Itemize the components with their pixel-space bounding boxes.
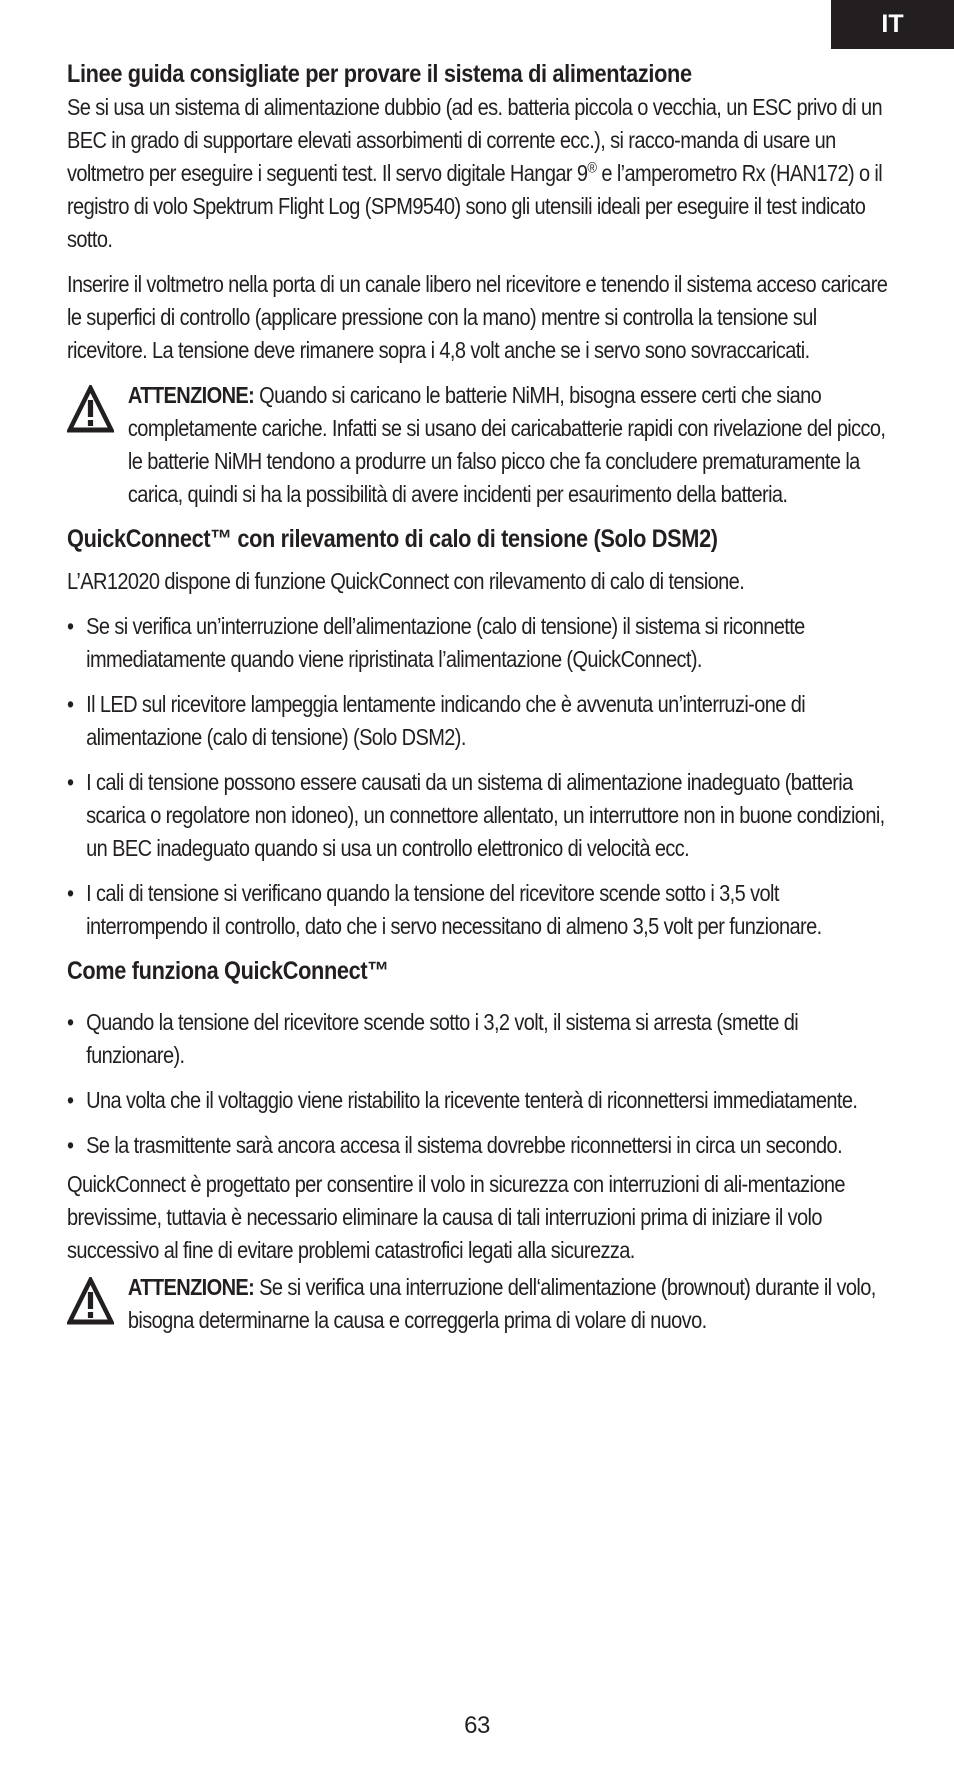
- section-heading-quickconnect-brownout: QuickConnect™ con rilevamento di calo di tensione (Solo DSM2): [67, 525, 718, 553]
- list-item: • Una volta che il voltaggio viene ristabilito la ricevente tenterà di riconnettersi immediatamente.: [67, 1084, 897, 1117]
- registered-mark: ®: [587, 159, 597, 177]
- warning-body: Se si verifica una interruzione dell‘alimentazione (brownout) durante il volo, bisogna determinarne la causa e correggerla prima di volare di nuovo.: [127, 1274, 876, 1333]
- text-span: Se si usa un sistema di alimentazione dubbio (ad es. batteria piccola o vecchia, un ESC privo di un BEC in grado di supportare elevati assorbimenti di corrente ecc.), si racco-manda di usare un voltmetro per eseguire i seguenti test. Il servo digitale Hangar 9: [67, 94, 883, 186]
- language-tab: [831, 0, 954, 49]
- warning-triangle-icon: [67, 379, 128, 442]
- paragraph-quickconnect-intro: L’AR12020 dispone di funzione QuickConnect con rilevamento di calo di tensione.: [67, 568, 745, 594]
- page-number: 63: [464, 1712, 490, 1739]
- warning-label: ATTENZIONE:: [127, 382, 255, 408]
- warning-text-brownout: [128, 1271, 897, 1337]
- section-heading-how-quickconnect-works: Come funziona QuickConnect™: [67, 957, 389, 985]
- list-item: • Se la trasmittente sarà ancora accesa il sistema dovrebbe riconnettersi in circa un secondo.: [67, 1129, 897, 1162]
- paragraph-power-test-intro: [67, 91, 897, 256]
- warning-label: ATTENZIONE:: [127, 1274, 255, 1300]
- list-item: • I cali di tensione si verificano quando la tensione del ricevitore scende sotto i 3,5 volt interrompendo il controllo, dato che i servo necessitano di almeno 3,5 volt per funzionare.: [67, 877, 897, 943]
- warning-block-nimh: [67, 379, 897, 511]
- text-span: e l’amperometro Rx (HAN172) o il registro di volo Spektrum Flight Log (SPM9540) sono gli utensili ideali per eseguire il test indicato sotto.: [67, 160, 883, 252]
- list-item: • I cali di tensione possono essere causati da un sistema di alimentazione inadeguato (batteria scarica o regolatore non idoneo), un connettore allentato, un interruttore non in buone condizioni, un BEC inadeguato quando si usa un controllo elettronico di velocità ecc.: [67, 766, 897, 865]
- warning-block-brownout: [67, 1271, 897, 1337]
- bullet-list-brownout: [67, 610, 897, 943]
- bullet-list-how-it-works: [67, 1006, 897, 1162]
- list-item: • Quando la tensione del ricevitore scende sotto i 3,2 volt, il sistema si arresta (smette di funzionare).: [67, 1006, 897, 1072]
- list-item: • Il LED sul ricevitore lampeggia lentamente indicando che è avvenuta un’interruzi-one di alimentazione (calo di tensione) (Solo DSM2).: [67, 688, 897, 754]
- language-tab-label: IT: [881, 10, 904, 38]
- paragraph-quickconnect-safety: QuickConnect è progettato per consentire il volo in sicurezza con interruzioni di ali-mentazione brevissime, tuttavia è necessario eliminare la causa di tali interruzioni prima di iniziare il volo successivo al fine di evitare problemi catastrofici legati alla sicurezza.: [67, 1171, 845, 1263]
- warning-triangle-icon: [67, 1271, 128, 1334]
- page-content: [67, 58, 897, 1349]
- paragraph-voltmeter-instructions: Inserire il voltmetro nella porta di un canale libero nel ricevitore e tenendo il sistema acceso caricare le superfici di controllo (applicare pressione con la mano) mentre si controlla la tensione sul ricevitore. La tensione deve rimanere sopra i 4,8 volt anche se i servo sono sovraccaricati.: [67, 271, 888, 363]
- warning-body: Quando si caricano le batterie NiMH, bisogna essere certi che siano completamente cariche. Infatti se si usano dei caricabatterie rapidi con rivelazione del picco, le batterie NiMH tendono a produrre un falso picco che fa concludere prematuramente la carica, quindi si ha la possibilità di avere incidenti per esaurimento della batteria.: [127, 382, 886, 507]
- list-item: • Se si verifica un’interruzione dell’alimentazione (calo di tensione) il sistema si riconnette immediatamente quando viene ripristinata l’alimentazione (QuickConnect).: [67, 610, 897, 676]
- warning-text-nimh: [128, 379, 897, 511]
- section-heading-power-test: Linee guida consigliate per provare il sistema di alimentazione: [67, 60, 692, 88]
